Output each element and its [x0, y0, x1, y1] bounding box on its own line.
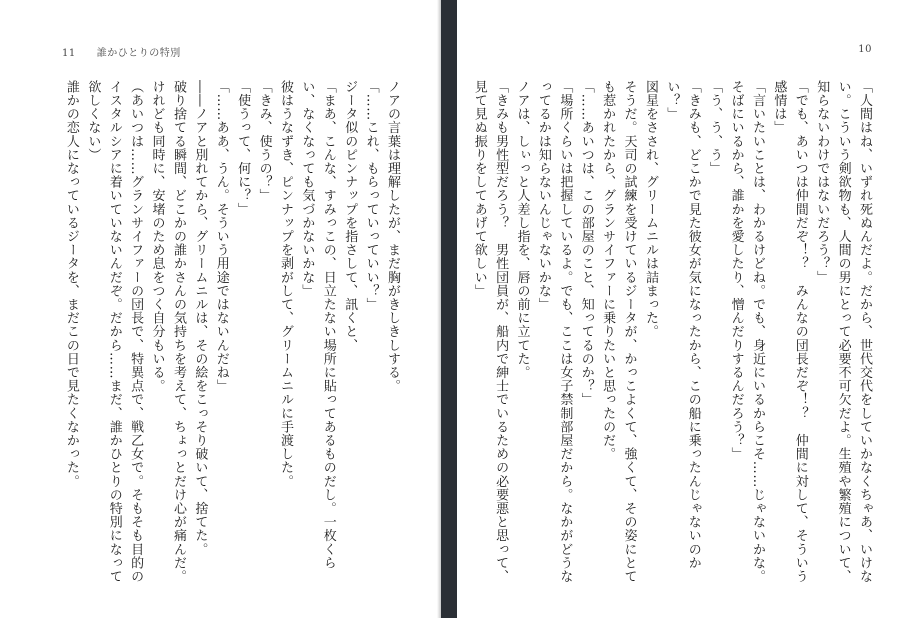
- right-line-5: 「きみも、どこかで見た彼女が気になったから、この船に乗ったんじゃないのかい？」: [664, 80, 701, 570]
- left-line-1: ノアの言葉は理解したが、まだ胸がきしきしする。: [385, 80, 400, 393]
- left-line-5: 彼はうなずき、ピンナップを剥がして、グリームニルに手渡した。: [277, 80, 293, 488]
- running-title: 誰かひとりの特別: [96, 48, 181, 59]
- left-line-4: 「まあ、こんな、すみっこの、日立たない場所に貼ってあるものだし。一枚くらい、なくなっても気づかないかな」: [299, 80, 336, 570]
- left-line-2: 「……これ、もらっていっていい？」: [363, 80, 379, 312]
- right-line-11: 「きみも男性型だろう？ 男性団員が、船内で紳士でいるための必要悪と思って、見て見ぬ振りをしてあげて欲しい」: [471, 80, 509, 584]
- right-page: [457, 0, 900, 618]
- right-page-body: [471, 80, 875, 590]
- left-page-number: 11: [62, 48, 76, 59]
- book-gutter: [441, 0, 457, 618]
- left-line-8: 「……ああ、うん。そういう用途ではないんだね」: [213, 80, 229, 393]
- right-page-header: [858, 44, 872, 55]
- left-line-11: （あいつは……グランサイファーの団長で、特異点で、戦乙女で。そもそも目的のイスタルシアに着いていないんだぞ。だから……まだ、誰かひとりの特別になって欲しくない）: [85, 80, 144, 584]
- right-line-9: 「場所くらいは把握しているよ。でも、ここは女子禁制部屋だから。なかがどうなってるかは知らないんじゃないかな」: [535, 80, 573, 584]
- right-line-10: ノアは、しぃっと人差し指を、唇の前に立てた。: [514, 80, 530, 380]
- right-line-8: 「……あいつは、この部屋のこと、知ってるのか？」: [578, 80, 594, 407]
- left-line-9: ――ノアと別れてから、グリームニルは、その絵をこっそり破いて、捨てた。: [192, 80, 208, 556]
- left-line-12: 誰かの恋人になっているジータを、まだこの日で見たくなかった。: [63, 80, 79, 488]
- right-line-1: 「人間はね、いずれ死ぬんだよ。だから、世代交代をしていかなくちゃあ、いけない。こういう剣欲物も、人間の男にとって必要不可欠だよ。生殖や繁殖について、知らないわけではないだろう？」: [814, 80, 872, 584]
- left-line-7: 「使うって、何に？」: [235, 80, 251, 216]
- left-line-10: 破り捨てる瞬間、どこかの誰かさんの気持ちを考えて、ちょっとだけ心が痛んだ。けれども同時に、安堵のため息をつく自分もいる。: [149, 80, 186, 584]
- right-line-2: 「でも、あいつは仲間だぞ！？ みんなの団長だぞ！？ 仲間に対して、そういう感情は」: [771, 80, 808, 584]
- right-line-7: そうだ。天司の試練を受けているジータが、かっこよくて、強くて、その姿にとても惹かれたから、グランサイファーに乗りたいと思ったのだ。: [600, 80, 637, 584]
- right-line-4: 「う、う、う」: [707, 80, 723, 176]
- left-line-3: ジータ似のピンナップを指さして、訊くと、: [342, 80, 358, 352]
- right-line-6: 図星をさされ、グリームニルは詰まった。: [642, 80, 658, 339]
- left-page-body: [63, 80, 403, 590]
- left-page-header: [62, 44, 181, 59]
- right-page-number: 10: [858, 44, 872, 55]
- left-line-6: 「きみ、使うの？」: [256, 80, 272, 203]
- left-page: [0, 0, 441, 618]
- right-line-3: 「言いたいことは、わかるけどね。でも、身近にいるからこそ……じゃないかな。そばにいるから、誰かを愛したり、憎んだりするんだろう？」: [728, 80, 765, 584]
